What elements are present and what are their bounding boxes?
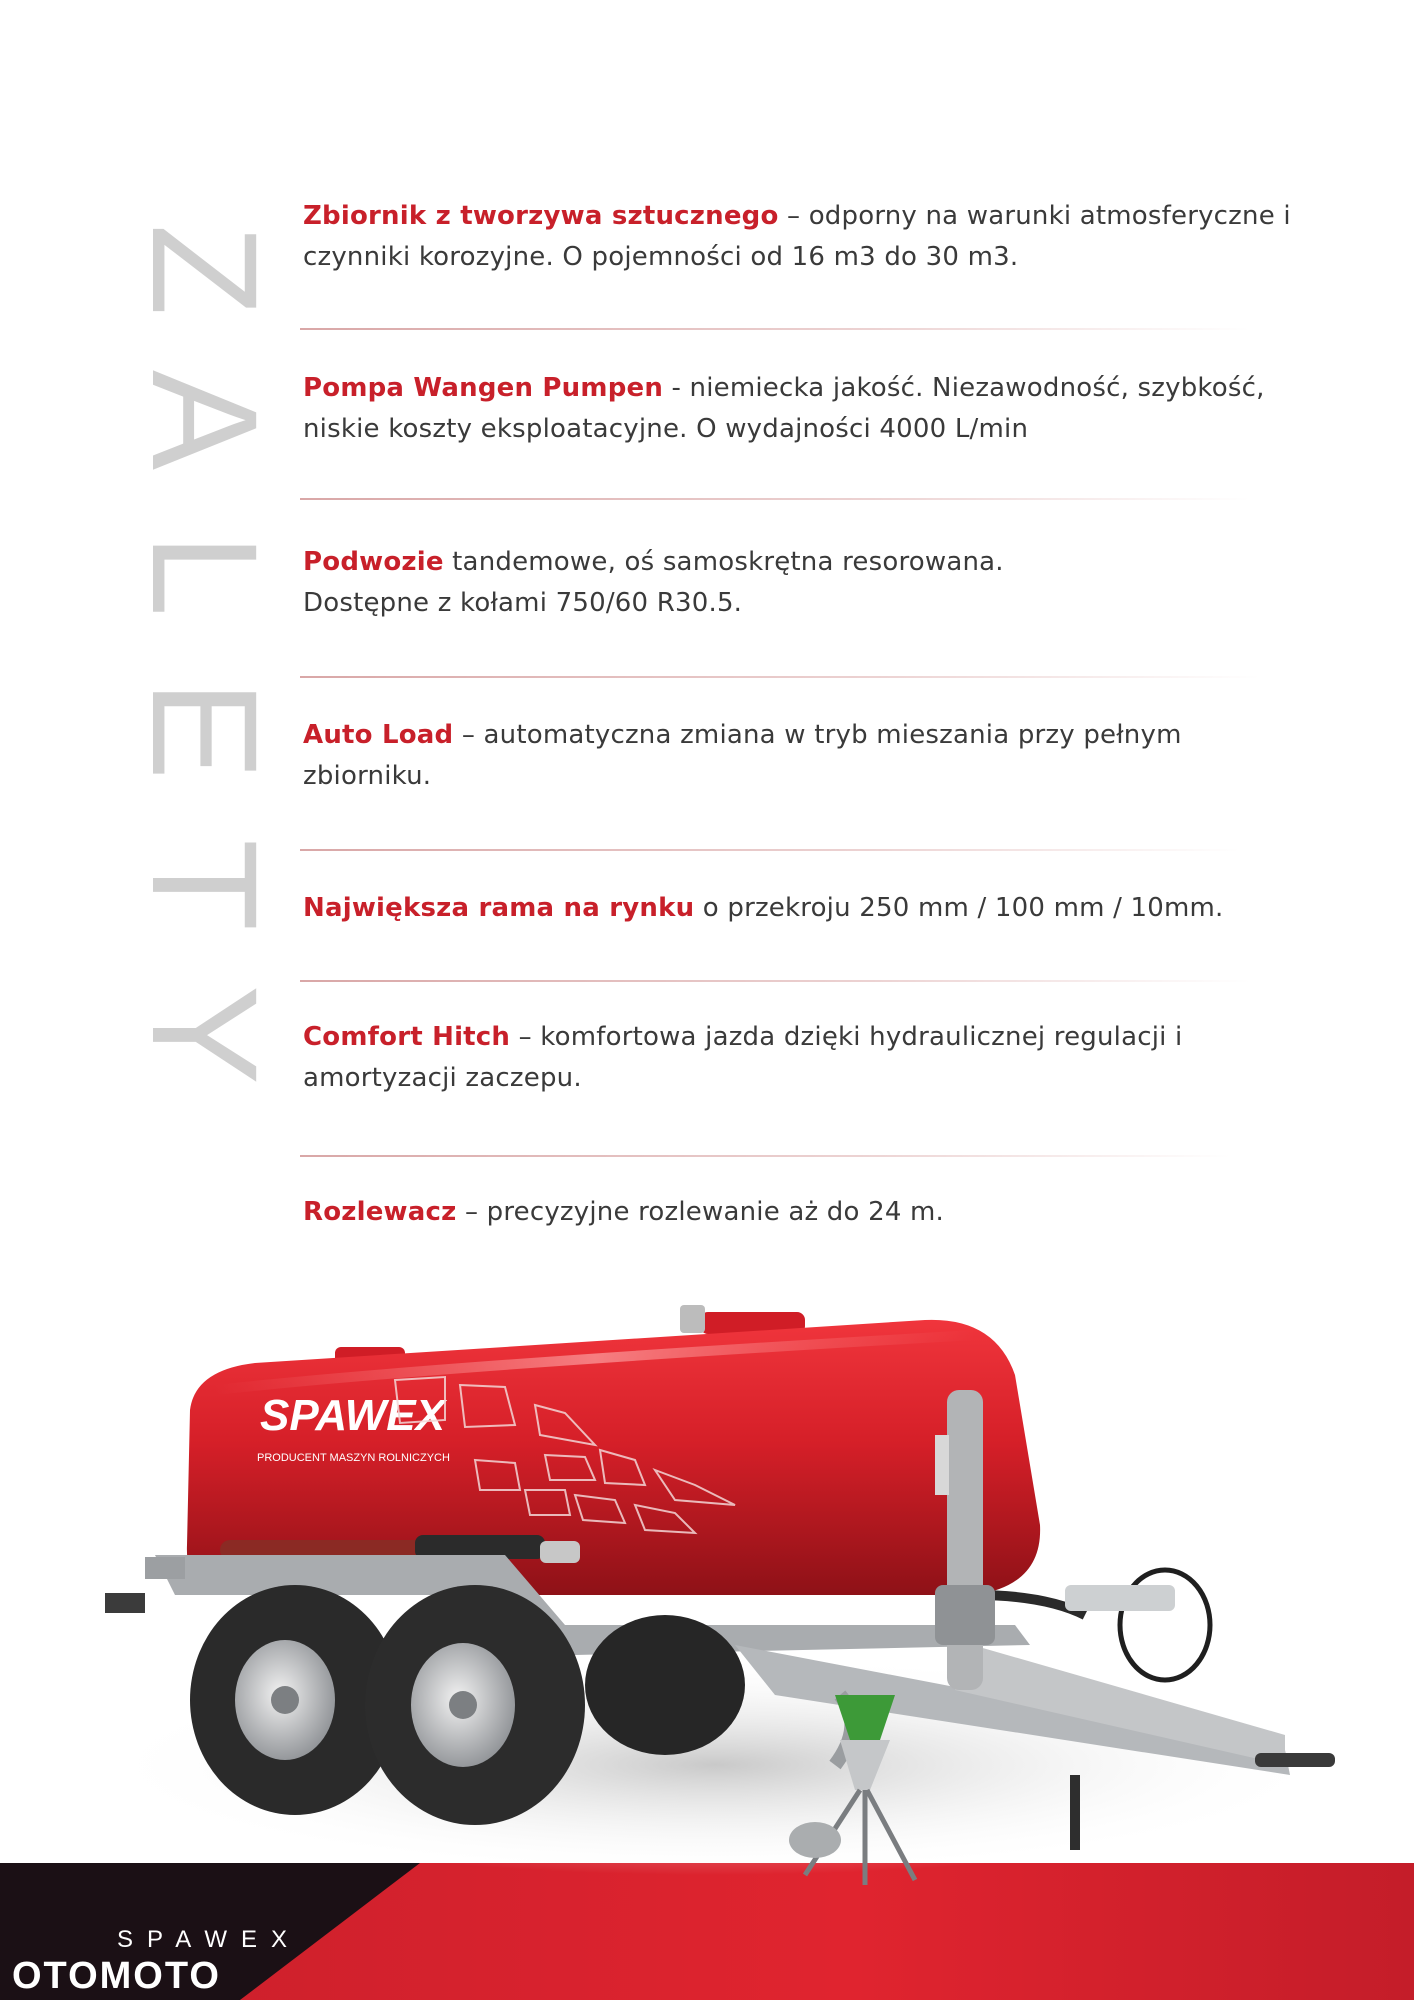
feature-term: Zbiornik z tworzywa sztucznego bbox=[303, 201, 779, 231]
divider bbox=[300, 980, 1250, 982]
wheel-front bbox=[365, 1585, 585, 1825]
footer-brand-sub: SPAWEX bbox=[117, 1926, 302, 1953]
feature-item bbox=[303, 715, 1203, 797]
side-title-letter: E bbox=[121, 679, 289, 781]
feature-term: Auto Load bbox=[303, 720, 454, 750]
feature-text: tandemowe, oś samoskrętna resorowana. Dostępne z kołami 750/60 R30.5. bbox=[303, 547, 1004, 618]
feature-term: Największa rama na rynku bbox=[303, 893, 695, 923]
feature-item bbox=[303, 1192, 1293, 1233]
feature-item bbox=[303, 368, 1293, 450]
feature-item bbox=[303, 196, 1293, 278]
divider bbox=[300, 498, 1250, 500]
feature-text: – automatyczna zmiana w tryb mieszania przy pełnym zbiorniku. bbox=[303, 720, 1182, 791]
feature-term: Podwozie bbox=[303, 547, 444, 577]
feature-item bbox=[303, 1017, 1233, 1099]
side-title-letter: A bbox=[121, 369, 289, 471]
tank-tagline: PRODUCENT MASZYN ROLNICZYCH bbox=[257, 1452, 450, 1464]
divider bbox=[300, 328, 1250, 330]
side-title-letter: Z bbox=[121, 224, 289, 316]
feature-item bbox=[303, 542, 1063, 624]
footer-brand-main: OTOMOTO bbox=[12, 1955, 221, 1997]
side-title-letter: T bbox=[121, 839, 289, 931]
tank-logo: SPAWEX bbox=[260, 1391, 446, 1440]
divider bbox=[300, 849, 1240, 851]
divider bbox=[300, 1155, 1230, 1157]
feature-text: - niemiecka jakość. Niezawodność, szybkość, niskie koszty eksploatacyjne. O wydajności 4000 L/min bbox=[303, 373, 1265, 444]
feature-text: o przekroju 250 mm / 100 mm / 10mm. bbox=[694, 893, 1224, 923]
feature-text: – komfortowa jazda dzięki hydraulicznej regulacji i amortyzacji zaczepu. bbox=[303, 1022, 1183, 1093]
feature-term: Comfort Hitch bbox=[303, 1022, 511, 1052]
divider bbox=[300, 676, 1260, 678]
feature-term: Rozlewacz bbox=[303, 1197, 457, 1227]
side-title-letter: L bbox=[121, 533, 289, 617]
feature-term: Pompa Wangen Pumpen bbox=[303, 373, 664, 403]
slurry-tanker-image bbox=[95, 1295, 1345, 1895]
feature-text: – odporny na warunki atmosferyczne i czynniki korozyjne. O pojemności od 16 m3 do 30 m3. bbox=[303, 201, 1291, 272]
side-title-letter: Y bbox=[121, 984, 289, 1086]
feature-text: – precyzyjne rozlewanie aż do 24 m. bbox=[456, 1197, 945, 1227]
feature-item bbox=[303, 888, 1293, 929]
